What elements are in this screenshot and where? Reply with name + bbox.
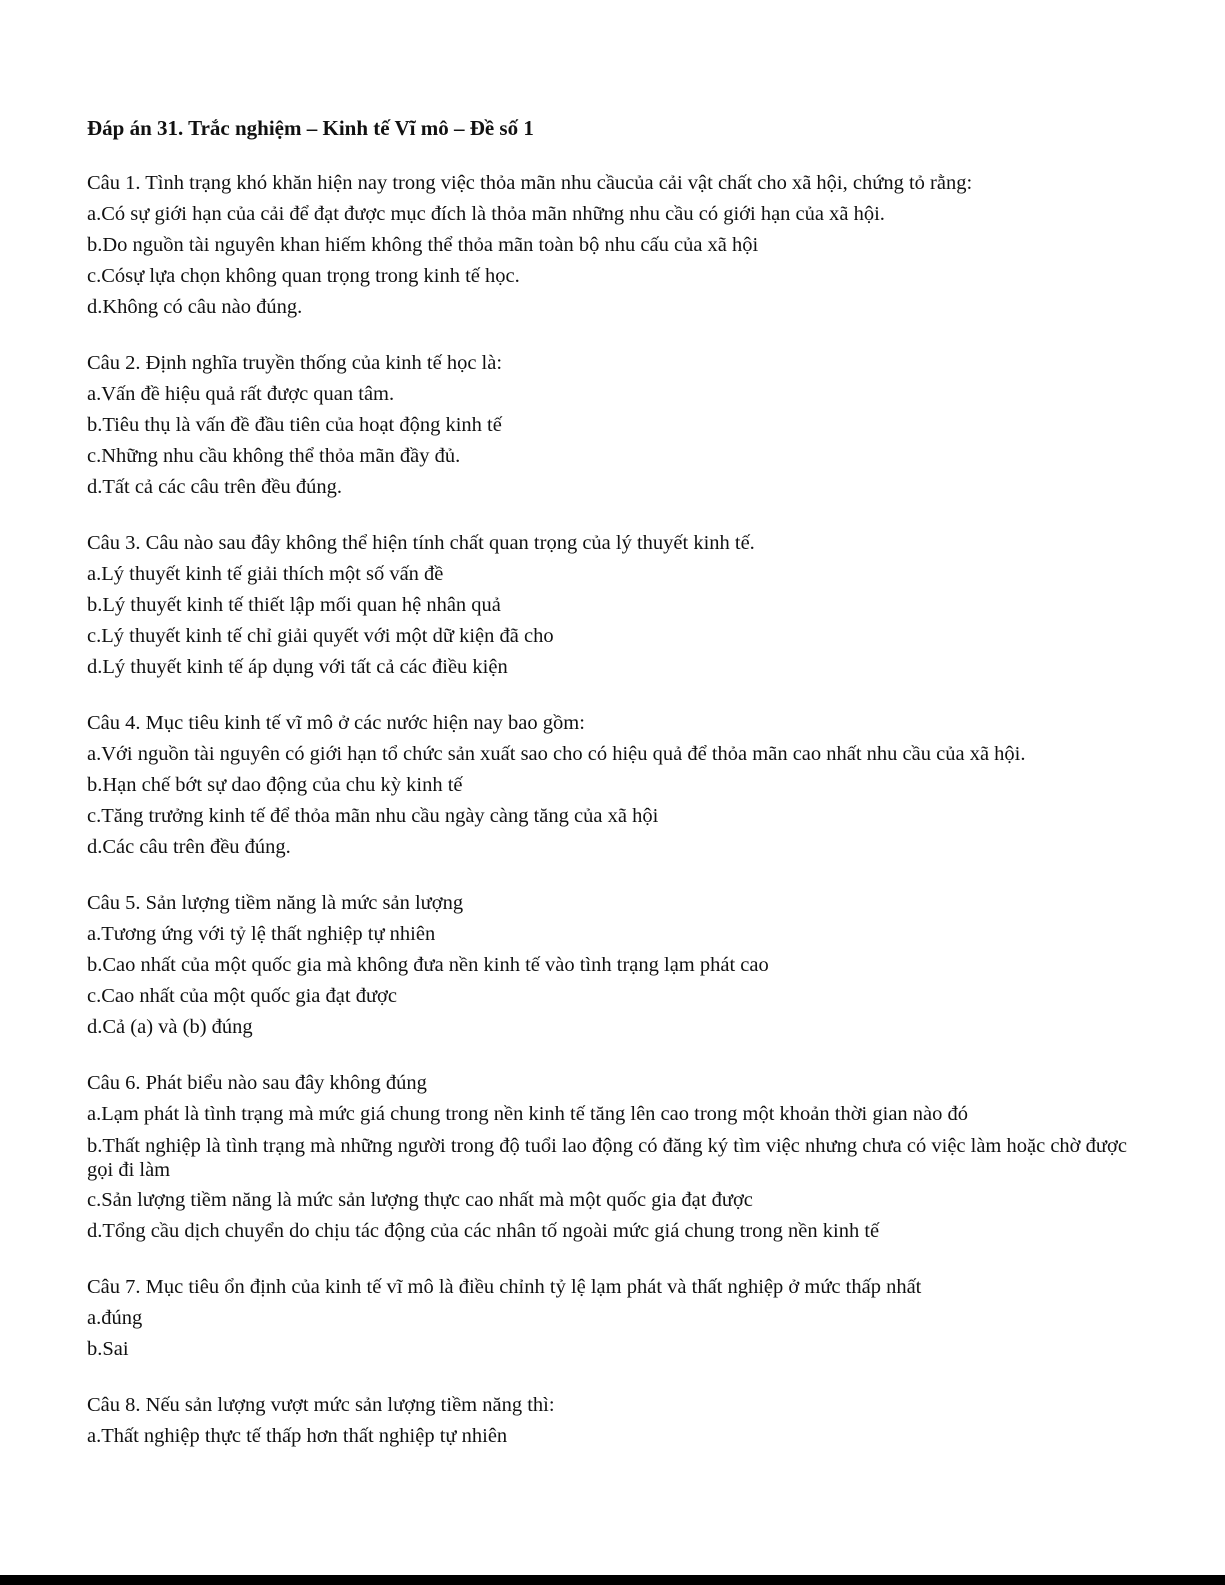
answer-option-d: d.Tất cả các câu trên đều đúng.	[87, 476, 342, 498]
question-4	[87, 708, 1132, 863]
question-stem: Câu 5. Sản lượng tiềm năng là mức sản lượng	[87, 892, 464, 914]
question-stem: Câu 4. Mục tiêu kinh tế vĩ mô ở các nước hiện nay bao gồm:	[87, 712, 585, 734]
question-stem: Câu 8. Nếu sản lượng vượt mức sản lượng tiềm năng thì:	[87, 1394, 555, 1416]
answer-option-a: a.Lý thuyết kinh tế giải thích một số vấn đề	[87, 563, 444, 585]
answer-option-a: a.Có sự giới hạn của cải để đạt được mục đích là thỏa mãn những nhu cầu có giới hạn của xã hội.	[87, 203, 885, 225]
answer-option-a: a.Lạm phát là tình trạng mà mức giá chung trong nền kinh tế tăng lên cao trong một khoản thời gian nào đó	[87, 1103, 969, 1125]
page-bottom-edge	[0, 1575, 1225, 1585]
question-5	[87, 888, 1132, 1043]
answer-option-a: a.đúng	[87, 1307, 143, 1329]
question-1	[87, 168, 1132, 323]
answer-option-d: d.Tổng cầu dịch chuyển do chịu tác động của các nhân tố ngoài mức giá chung trong nền kinh tế	[87, 1220, 880, 1242]
document-content	[87, 113, 1132, 1477]
answer-option-d: d.Không có câu nào đúng.	[87, 296, 303, 318]
answer-option-c: c.Sản lượng tiềm năng là mức sản lượng thực cao nhất mà một quốc gia đạt được	[87, 1189, 753, 1211]
question-stem: Câu 1. Tình trạng khó khăn hiện nay trong việc thỏa mãn nhu cầucủa cải vật chất cho xã hội, chứng tỏ rằng:	[87, 172, 973, 194]
answer-option-a: a.Với nguồn tài nguyên có giới hạn tổ chức sản xuất sao cho có hiệu quả để thỏa mãn cao nhất nhu cầu của xã hội.	[87, 743, 1026, 765]
answer-option-c: c.Lý thuyết kinh tế chỉ giải quyết với một dữ kiện đã cho	[87, 625, 554, 647]
answer-option-b: b.Sai	[87, 1338, 129, 1360]
answer-option-a: a.Thất nghiệp thực tế thấp hơn thất nghiệp tự nhiên	[87, 1425, 508, 1447]
question-6	[87, 1068, 1132, 1247]
answer-option-b: b.Tiêu thụ là vấn đề đầu tiên của hoạt động kinh tế	[87, 414, 502, 436]
answer-option-b: b.Cao nhất của một quốc gia mà không đưa nền kinh tế vào tình trạng lạm phát cao	[87, 954, 769, 976]
answer-option-d: d.Lý thuyết kinh tế áp dụng với tất cả các điều kiện	[87, 656, 508, 678]
answer-option-c: c.Cao nhất của một quốc gia đạt được	[87, 985, 397, 1007]
question-7	[87, 1272, 1132, 1365]
answer-option-b: b.Lý thuyết kinh tế thiết lập mối quan hệ nhân quả	[87, 594, 501, 616]
answer-option-a: a.Tương ứng với tỷ lệ thất nghiệp tự nhiên	[87, 923, 436, 945]
answer-option-d: d.Cả (a) và (b) đúng	[87, 1016, 253, 1038]
answer-option-b: b.Hạn chế bớt sự dao động của chu kỳ kinh tế	[87, 774, 463, 796]
question-stem: Câu 6. Phát biểu nào sau đây không đúng	[87, 1072, 427, 1094]
answer-option-c: c.Cósự lựa chọn không quan trọng trong kinh tế học.	[87, 265, 520, 287]
question-stem: Câu 7. Mục tiêu ổn định của kinh tế vĩ mô là điều chỉnh tỷ lệ lạm phát và thất nghiệp ở mức thấp nhất	[87, 1276, 922, 1298]
answer-option-a: a.Vấn đề hiệu quả rất được quan tâm.	[87, 383, 395, 405]
answer-option-b: b.Thất nghiệp là tình trạng mà những người trong độ tuổi lao động có đăng ký tìm việc nhưng chưa có việc làm hoặc chờ được gọi đi làm	[87, 1135, 1127, 1181]
answer-option-c: c.Tăng trưởng kinh tế để thỏa mãn nhu cầu ngày càng tăng của xã hội	[87, 805, 659, 827]
answer-option-c: c.Những nhu cầu không thể thỏa mãn đầy đủ.	[87, 445, 461, 467]
document-title: Đáp án 31. Trắc nghiệm – Kinh tế Vĩ mô – Đề số 1	[87, 116, 534, 140]
question-stem: Câu 3. Câu nào sau đây không thể hiện tính chất quan trọng của lý thuyết kinh tế.	[87, 532, 755, 554]
question-stem: Câu 2. Định nghĩa truyền thống của kinh tế học là:	[87, 352, 503, 374]
question-8	[87, 1390, 1132, 1452]
answer-option-d: d.Các câu trên đều đúng.	[87, 836, 291, 858]
question-2	[87, 348, 1132, 503]
answer-option-b: b.Do nguồn tài nguyên khan hiếm không thể thỏa mãn toàn bộ nhu cấu của xã hội	[87, 234, 759, 256]
question-3	[87, 528, 1132, 683]
